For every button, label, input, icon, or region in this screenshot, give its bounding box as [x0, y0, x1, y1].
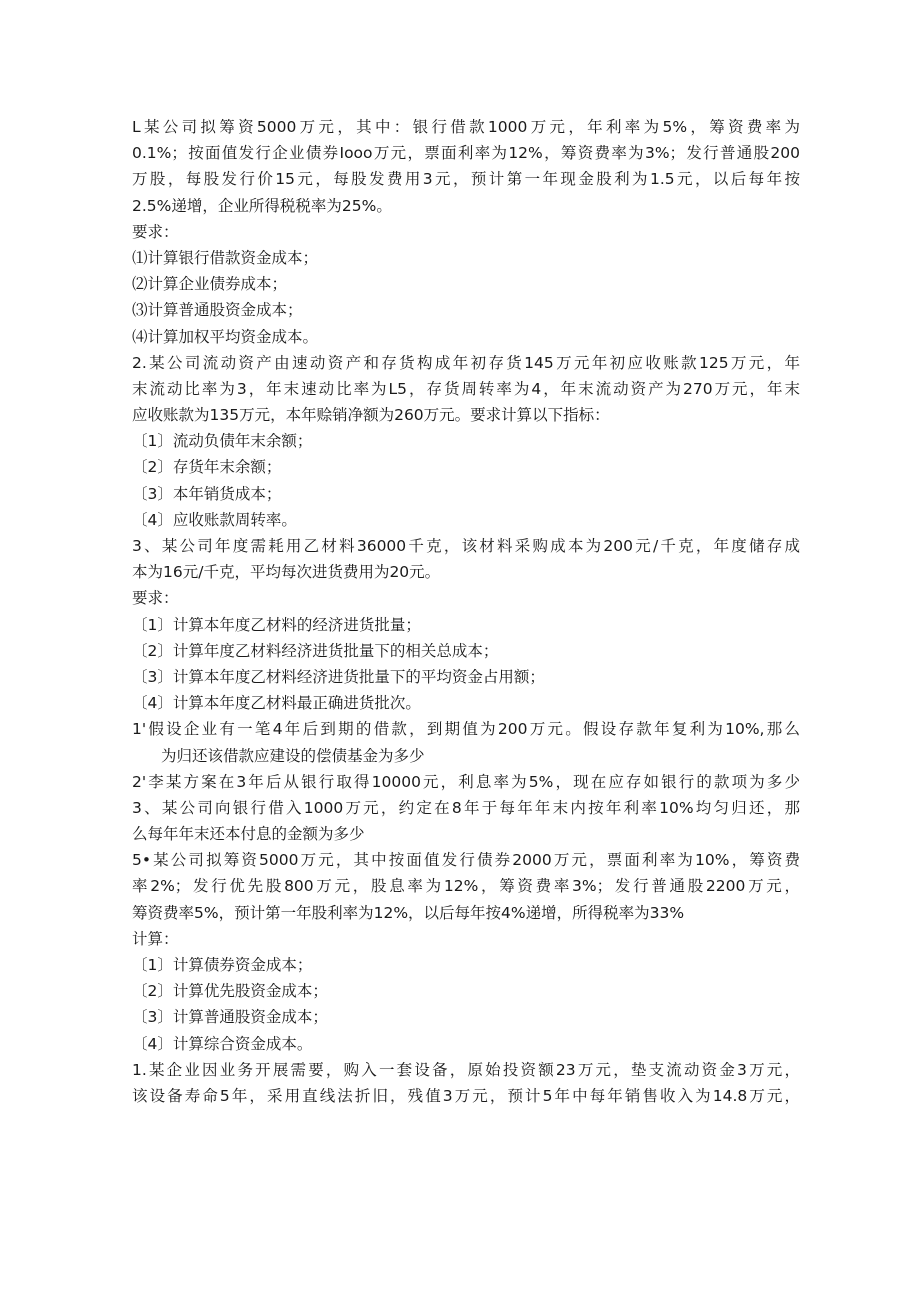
- text-line: 〔2〕存货年末余额；: [132, 458, 282, 477]
- text-line: 该设备寿命5年，采用直线法折旧，残值3万元，预计5年中每年销售收入为14.8万元，: [132, 1086, 800, 1105]
- text-line: 〔4〕计算本年度乙材料最正确进货批次。: [132, 694, 421, 713]
- text-line: 0.1%；按面值发行企业债券Iooo万元，票面利率为12%，筹资费率为3%；发行普通股200: [132, 144, 800, 163]
- text-line: 1'假设企业有一笔4年后到期的借款，到期值为200万元。假设存款年复利为10%,那么: [132, 720, 800, 739]
- text-line: 〔3〕本年销货成本；: [132, 484, 282, 503]
- text-line: 3、某公司向银行借入1000万元，约定在8年于每年年末内按年利率10%均匀归还，那: [132, 798, 800, 817]
- text-line: 末流动比率为3，年末速动比率为L5，存货周转率为4，年末流动资产为270万元，年末: [132, 379, 800, 398]
- text-line: L某公司拟筹资5000万元，其中：银行借款1000万元，年利率为5%，筹资费率为: [132, 118, 800, 136]
- text-line: 〔3〕计算本年度乙材料经济进货批量下的平均资金占用额；: [132, 667, 545, 686]
- text-line: 〔4〕应收账款周转率。: [132, 510, 297, 529]
- text-line: 为归还该借款应建设的偿债基金为多少: [161, 746, 425, 765]
- text-line: 万股，每股发行价15元，每股发费用3元，预计第一年现金股利为1.5元，以后每年按: [132, 170, 800, 189]
- text-line: 2'李某方案在3年后从银行取得10000元，利息率为5%，现在应存如银行的款项为多少: [132, 772, 800, 791]
- text-line: ⑶计算普通股资金成本；: [132, 301, 303, 320]
- text-line: 要求：: [132, 222, 179, 241]
- text-line: 〔3〕计算普通股资金成本；: [132, 1008, 328, 1027]
- text-line: ⑵计算企业债券成本；: [132, 275, 288, 294]
- text-line: 3、某公司年度需耗用乙材料36000千克，该材料采购成本为200元/千克，年度储存成: [132, 537, 800, 555]
- text-line: 要求：: [132, 589, 179, 608]
- text-line: 〔2〕计算年度乙材料经济进货批量下的相关总成本；: [132, 641, 499, 660]
- text-line: 筹资费率5%，预计第一年股利率为12%，以后每年按4%递增，所得税率为33%: [132, 903, 685, 922]
- text-line: ⑴计算银行借款资金成本；: [132, 248, 319, 267]
- text-line: 本为16元/千克，平均每次进货费用为20元。: [132, 563, 441, 582]
- text-line: 〔4〕计算综合资金成本。: [132, 1034, 313, 1053]
- text-line: 〔2〕计算优先股资金成本；: [132, 982, 328, 1001]
- text-line: 2.某公司流动资产由速动资产和存货构成年初存货145万元年初应收账款125万元，年: [132, 353, 800, 372]
- text-line: 1.某企业因业务开展需要，购入一套设备，原始投资额23万元，垫支流动资金3万元，: [132, 1060, 800, 1079]
- text-line: 〔1〕计算本年度乙材料的经济进货批量；: [132, 615, 421, 634]
- text-line: 计算：: [132, 929, 179, 948]
- text-line: 么每年年末还本付息的金额为多少: [132, 825, 365, 844]
- text-line: 应收账款为135万元，本年赊销净额为260万元。要求计算以下指标：: [132, 406, 610, 425]
- text-line: 5•某公司拟筹资5000万元，其中按面值发行债券2000万元，票面利率为10%，筹资费: [132, 851, 800, 870]
- document-body: [132, 114, 800, 1109]
- text-line: 2.5%递增，企业所得税税率为25%。: [132, 196, 392, 215]
- text-line: 率2%；发行优先股800万元，股息率为12%，筹资费率3%；发行普通股2200万元，: [132, 877, 800, 896]
- text-line: 〔1〕流动负债年末余额；: [132, 432, 313, 451]
- text-line: ⑷计算加权平均资金成本。: [132, 327, 319, 346]
- text-line: 〔1〕计算债券资金成本；: [132, 956, 313, 974]
